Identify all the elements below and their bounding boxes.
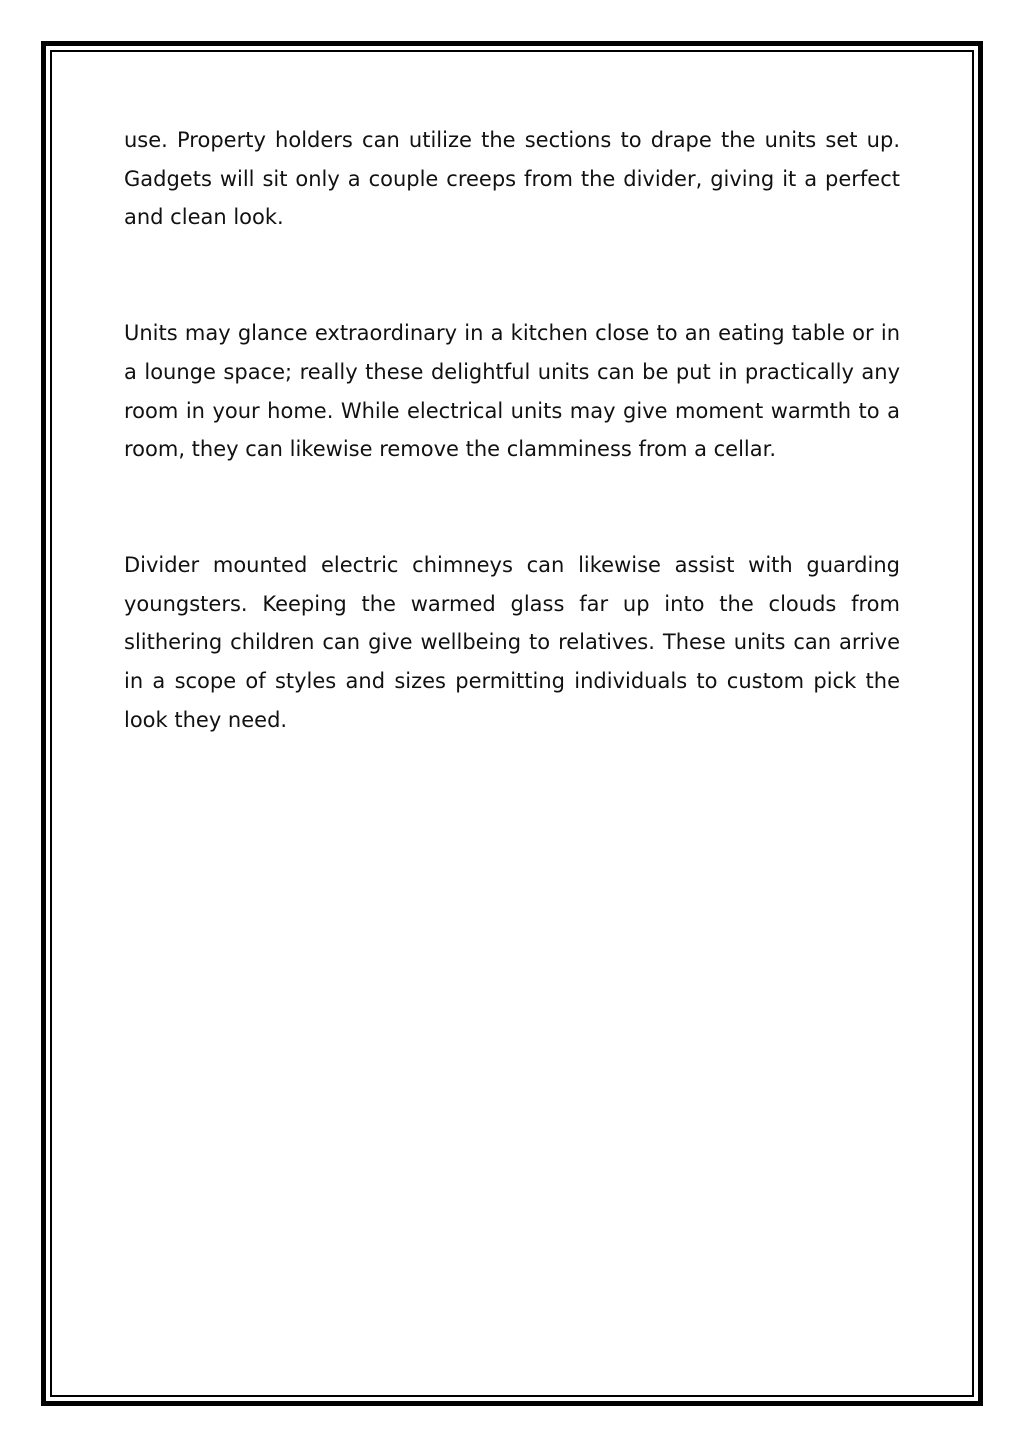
paragraph-3: Divider mounted electric chimneys can likewise assist with guarding youngsters. Keeping the warmed glass far up into the clouds from slithering children can give wellbeing to relatives. These units can arrive in a scope of styles and sizes permitting individuals to custom pick the look they need. xyxy=(124,552,900,732)
paragraph-2: Units may glance extraordinary in a kitchen close to an eating table or in a lounge space; really these delightful units can be put in practically any room in your home. While electrical units may give moment warmth to a room, they can likewise remove the clamminess from a cellar. xyxy=(124,321,900,462)
document-body xyxy=(124,121,900,816)
paragraph-1: use. Property holders can utilize the sections to drape the units set up. Gadgets will sit only a couple creeps from the divider, giving it a perfect and clean look. xyxy=(124,128,900,230)
